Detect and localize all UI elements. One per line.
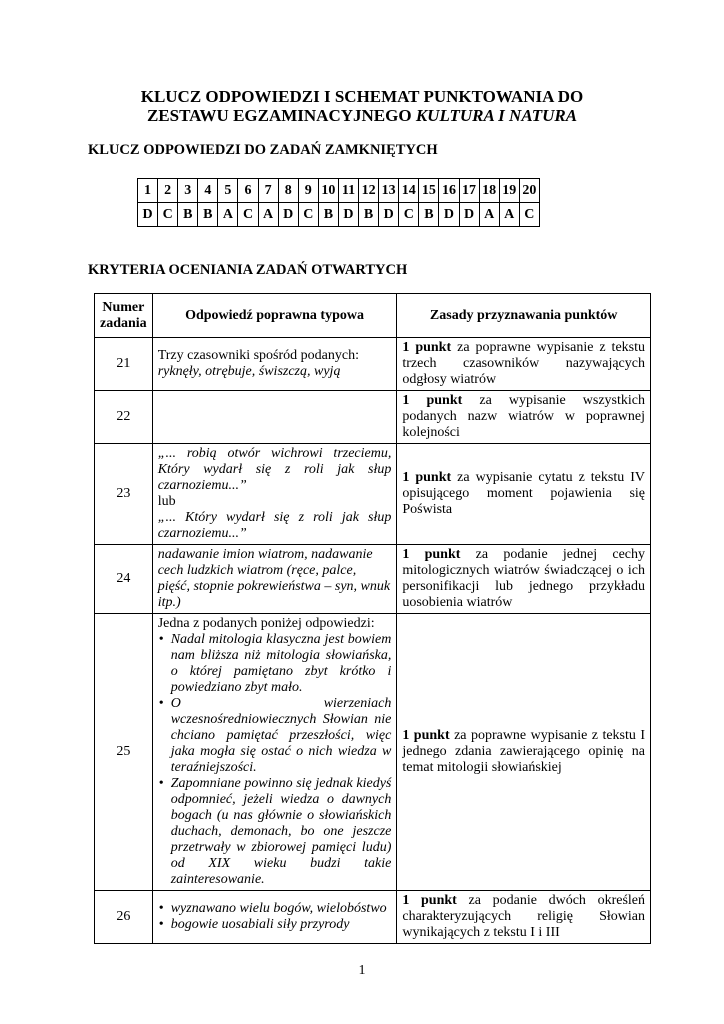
answer-key-answer-cell: B [419,203,439,227]
answer-key-answer-cell: D [439,203,459,227]
points-label: 1 punkt [402,393,463,408]
task-number: 26 [95,891,153,944]
bullet-icon: • [158,632,164,647]
answer-key-answer-cell: B [198,203,218,227]
answer-key-number-cell: 4 [198,179,218,203]
answer-key-answer-cell: C [238,203,258,227]
list-item-text: bogowie uosabiali siły przyrody [170,917,350,932]
bullet-icon: • [158,776,164,791]
answer-key-number-cell: 5 [218,179,238,203]
answer-key-answer-cell: D [338,203,358,227]
open-tasks-heading: KRYTERIA OCENIANIA ZADAŃ OTWARTYCH [88,262,408,278]
answer-key-answer-cell: D [379,203,399,227]
task-answer [152,391,397,444]
task-number: 23 [95,444,153,545]
title-line-2-plain: ZESTAWU EGZAMINACYJNEGO [146,106,416,125]
points-label: 1 punkt [402,470,452,485]
list-item-text: Zapomniane powinno się jednak kiedyś odpomnieć, jeżeli wiedza o dawnych bogach (u nas głównie o słowiańskich duchach, demonach, bo one jeszcze przetrwały w zbiorowej pamięci ludu) od XIX wieku budzi takie zainteresowanie. [170,776,392,887]
answer-or: lub [157,494,176,509]
answer-italic: ryknęły, otrębuje, świszczą, wyją [157,364,341,379]
title-line-2-italic: KULTURA I NATURA [415,106,578,125]
list-item [158,632,392,696]
answer-key-answer-cell: B [178,203,198,227]
answer-key-answer-cell: B [318,203,338,227]
rule-text: za poprawne wypisanie z tekstu trzech czasowników nazywających odgłosy wiatrów [402,340,645,387]
points-label: 1 punkt [402,340,452,355]
rule-text: za poprawne wypisanie z tekstu I jednego zdania zawierającego opinię na temat mitologii słowiańskiej [402,728,646,775]
answer-key-number-cell: 8 [278,179,298,203]
task-number: 25 [95,614,153,891]
answer-key-answer-cell: A [499,203,519,227]
answer-key-answer-cell: C [298,203,318,227]
answer-key-answer-cell: A [479,203,499,227]
points-label: 1 punkt [402,547,461,562]
list-item-text: wyznawano wielu bogów, wielobóstwo [170,901,387,916]
title-line-1: KLUCZ ODPOWIEDZI I SCHEMAT PUNKTOWANIA DO [140,87,584,106]
answer-options-list [158,632,392,888]
answer-key-number-cell: 1 [138,179,158,203]
answer-key-answers-row [138,203,540,227]
list-item [158,901,392,917]
criteria-row-23 [95,444,651,545]
rule-text: za podanie jednej cechy mitologicznych wiatrów świadczącej o ich personifikacji lub jednego przykładu uosobienia wiatrów [402,547,646,610]
header-task-number-line2: zadania [100,315,147,331]
answer-key-numbers-row [138,179,540,203]
task-answer [152,891,397,944]
list-item [158,696,392,776]
answer-key-number-cell: 14 [399,179,419,203]
header-task-number [95,294,153,338]
bullet-icon: • [158,901,164,916]
answer-key-answer-cell: C [519,203,539,227]
answer-key-number-cell: 3 [178,179,198,203]
answer-key-number-cell: 9 [298,179,318,203]
answer-key-answer-cell: D [278,203,298,227]
answer-key-answer-cell: A [218,203,238,227]
answer-key-number-cell: 7 [258,179,278,203]
answer-key-number-cell: 2 [158,179,178,203]
rule-text: za wypisanie cytatu z tekstu IV opisującego moment pojawienia się Pośwista [402,470,645,517]
answer-intro: Jedna z podanych poniżej odpowiedzi: [157,616,375,631]
answer-key-number-cell: 6 [238,179,258,203]
task-number: 24 [95,545,153,614]
list-item-text: O wierzeniach wczesnośredniowiecznych Słowian nie chciano pamiętać przeszłości, więc jaka mogła się ostać o nich wiedza w teraźniejszości. [170,696,392,775]
rule-text: za podanie dwóch określeń charakteryzujących religię Słowian wynikających z tekstu I i III [402,893,646,940]
page-number: 1 [358,963,366,978]
criteria-header-row [95,294,651,338]
answer-plain: Trzy czasowniki spośród podanych: [157,348,359,363]
criteria-row-22 [95,391,651,444]
answer-quote-b: „... Który wydarł się z roli jak słup czarnoziemu...” [157,510,392,541]
title-line-2 [0,106,724,125]
rule-text: za wypisanie wszystkich podanych nazw wiatrów w poprawnej kolejności [402,393,645,440]
task-answer [152,338,397,391]
points-label: 1 punkt [402,893,457,908]
answer-key-answer-cell: C [399,203,419,227]
answer-key-number-cell: 17 [459,179,479,203]
answer-key-number-cell: 20 [519,179,539,203]
task-rule [397,444,651,545]
header-answer: Odpowiedź poprawna typowa [152,294,397,338]
task-answer: nadawanie imion wiatrom, nadawanie cech ludzkich wiatrom (ręce, palce, pięść, stopnie pokrewieństwa – syn, wnuk itp.) [152,545,397,614]
list-item [158,917,392,933]
bullet-icon: • [158,696,164,711]
answer-options-list [158,901,392,933]
answer-key-table [137,178,540,227]
task-answer [152,614,397,891]
list-item-text: Nadal mitologia klasyczna jest bowiem nam bliższa niż mitologia słowiańska, o której pamiętano zbyt krótko i powiedziano zbyt mało. [170,632,392,695]
task-rule [397,545,651,614]
answer-key-number-cell: 12 [359,179,379,203]
criteria-row-25 [95,614,651,891]
criteria-row-21 [95,338,651,391]
bullet-icon: • [158,917,164,932]
answer-key-answer-cell: C [158,203,178,227]
task-rule [397,614,651,891]
criteria-row-26 [95,891,651,944]
answer-key-number-cell: 11 [338,179,358,203]
points-label: 1 punkt [402,728,450,743]
task-rule [397,338,651,391]
closed-tasks-heading: KLUCZ ODPOWIEDZI DO ZADAŃ ZAMKNIĘTYCH [88,142,438,158]
answer-key-number-cell: 19 [499,179,519,203]
answer-key-answer-cell: B [359,203,379,227]
answer-key-number-cell: 13 [379,179,399,203]
criteria-row-24 [95,545,651,614]
answer-key-answer-cell: D [138,203,158,227]
criteria-table [94,293,651,944]
header-task-number-line1: Numer [102,299,145,315]
answer-key-answer-cell: D [459,203,479,227]
document-title [0,87,724,125]
answer-quote-a: „... robią otwór wichrowi trzeciemu, Który wydarł się z roli jak słup czarnoziemu...” [157,446,392,493]
answer-key-answer-cell: A [258,203,278,227]
task-answer [152,444,397,545]
answer-key-number-cell: 15 [419,179,439,203]
answer-key-number-cell: 10 [318,179,338,203]
task-number: 22 [95,391,153,444]
list-item [158,776,392,888]
task-number: 21 [95,338,153,391]
answer-key-number-cell: 18 [479,179,499,203]
task-rule [397,891,651,944]
header-scoring-rules: Zasady przyznawania punktów [397,294,651,338]
task-rule [397,391,651,444]
answer-key-number-cell: 16 [439,179,459,203]
